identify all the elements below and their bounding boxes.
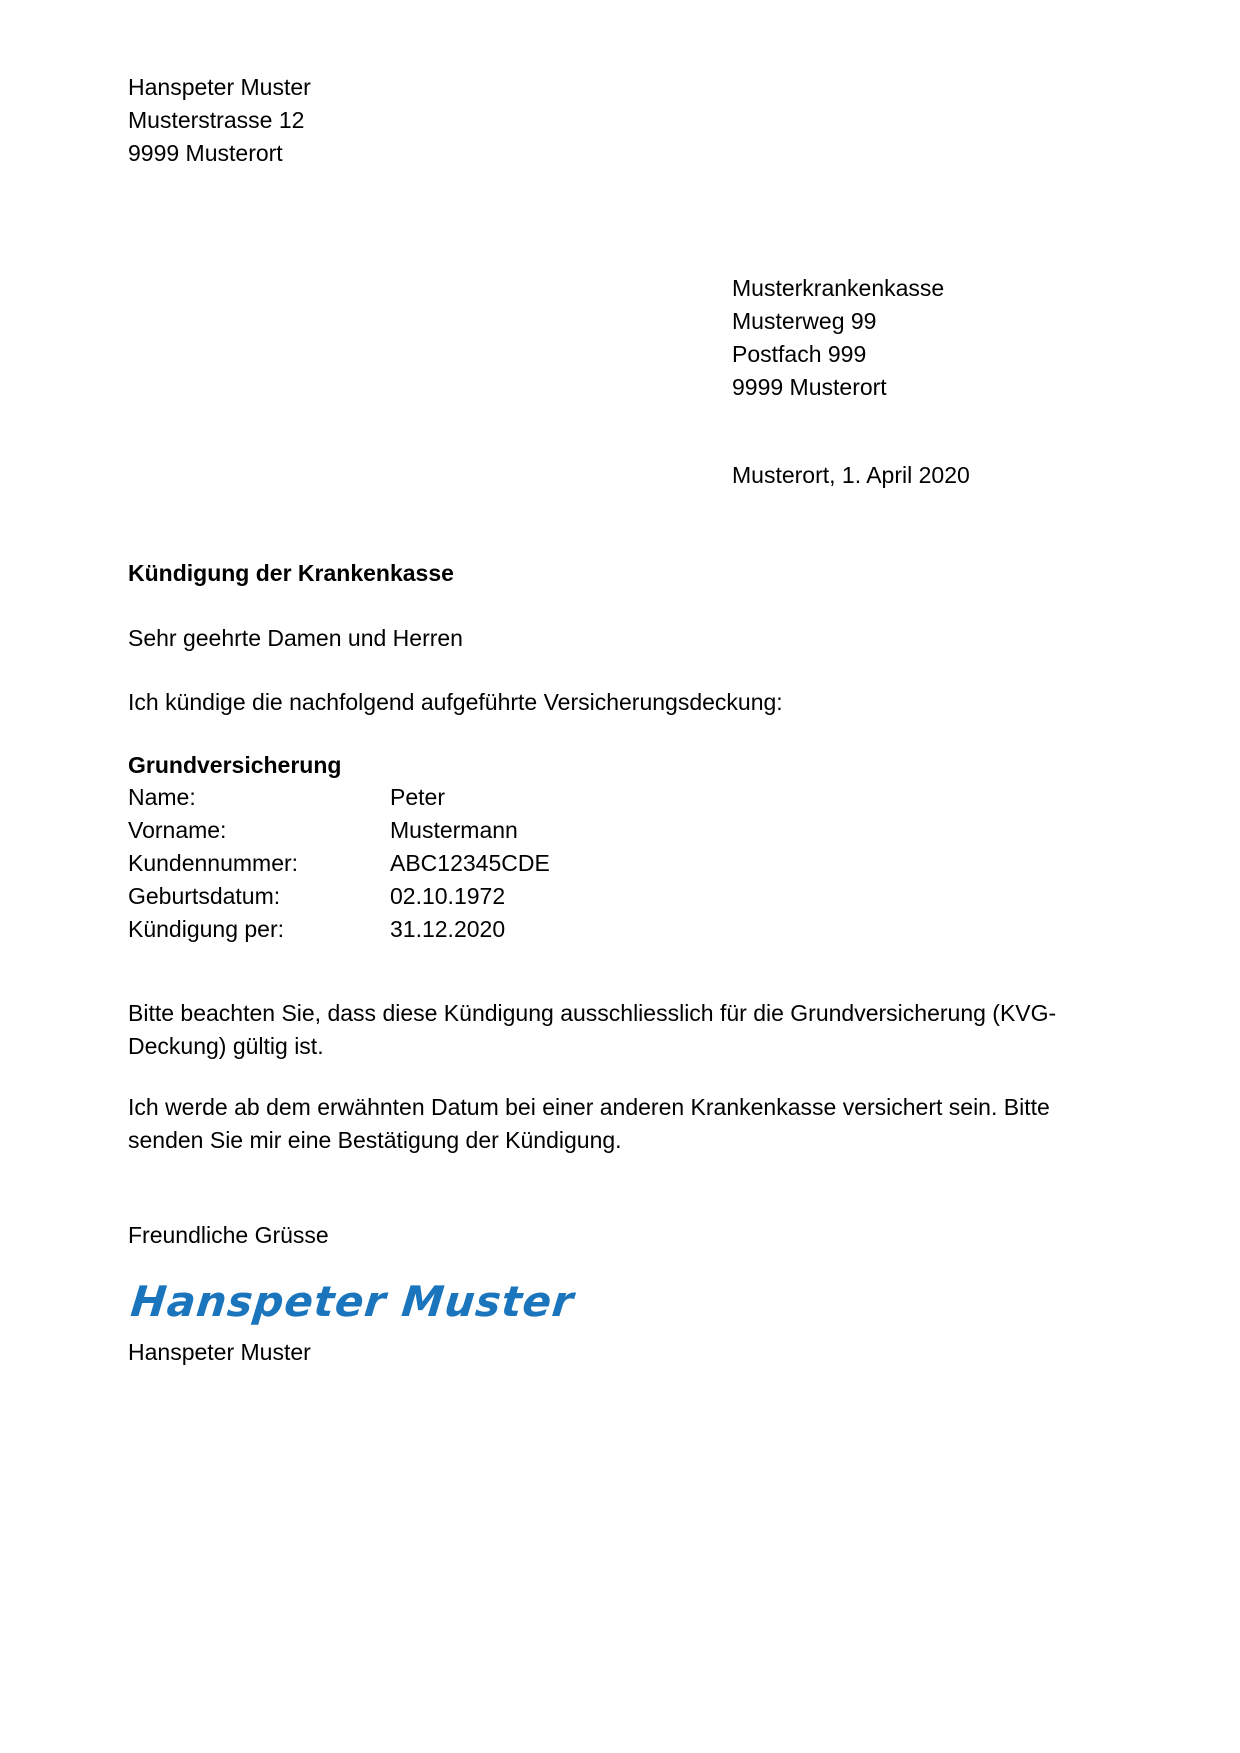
detail-value: Mustermann bbox=[390, 817, 518, 843]
signature-printed-name: Hanspeter Muster bbox=[128, 1339, 311, 1365]
closing-line: Freundliche Grüsse bbox=[128, 1222, 329, 1248]
detail-value: Peter bbox=[390, 784, 445, 810]
detail-label: Kündigung per: bbox=[128, 916, 285, 942]
sender-address-block bbox=[128, 71, 311, 170]
detail-row bbox=[128, 913, 550, 946]
detail-value: ABC12345CDE bbox=[390, 850, 550, 876]
body-paragraph: Ich werde ab dem erwähnten Datum bei einer anderen Krankenkasse versichert sein. Bitte senden Sie mir eine Bestätigung der Kündigung. bbox=[128, 1094, 1050, 1153]
detail-label: Geburtsdatum: bbox=[128, 883, 281, 909]
sender-line: Hanspeter Muster bbox=[128, 74, 311, 100]
recipient-line: Musterkrankenkasse bbox=[732, 275, 945, 301]
handwritten-signature: Hanspeter Muster bbox=[128, 1277, 577, 1326]
detail-row bbox=[128, 847, 550, 880]
detail-row bbox=[128, 814, 550, 847]
detail-label: Vorname: bbox=[128, 817, 227, 843]
salutation: Sehr geehrte Damen und Herren bbox=[128, 625, 463, 651]
recipient-line: Musterweg 99 bbox=[732, 308, 877, 334]
sender-line: Musterstrasse 12 bbox=[128, 107, 305, 133]
detail-row bbox=[128, 781, 550, 814]
recipient-line: Postfach 999 bbox=[732, 341, 867, 367]
insurance-details-table bbox=[128, 781, 550, 946]
recipient-address-block bbox=[732, 272, 944, 404]
section-title: Grundversicherung bbox=[128, 752, 342, 778]
subject-line: Kündigung der Krankenkasse bbox=[128, 560, 454, 586]
intro-paragraph: Ich kündige die nachfolgend aufgeführte Versicherungsdeckung: bbox=[128, 689, 783, 715]
detail-value: 02.10.1972 bbox=[390, 883, 506, 909]
detail-label: Kundennummer: bbox=[128, 850, 299, 876]
recipient-line: 9999 Musterort bbox=[732, 374, 887, 400]
detail-value: 31.12.2020 bbox=[390, 916, 506, 942]
place-and-date: Musterort, 1. April 2020 bbox=[732, 462, 970, 488]
detail-label: Name: bbox=[128, 784, 196, 810]
body-paragraph: Bitte beachten Sie, dass diese Kündigung ausschliesslich für die Grundversicherung (KVG-Deckung) gültig ist. bbox=[128, 1000, 1057, 1059]
detail-row bbox=[128, 880, 550, 913]
sender-line: 9999 Musterort bbox=[128, 140, 283, 166]
